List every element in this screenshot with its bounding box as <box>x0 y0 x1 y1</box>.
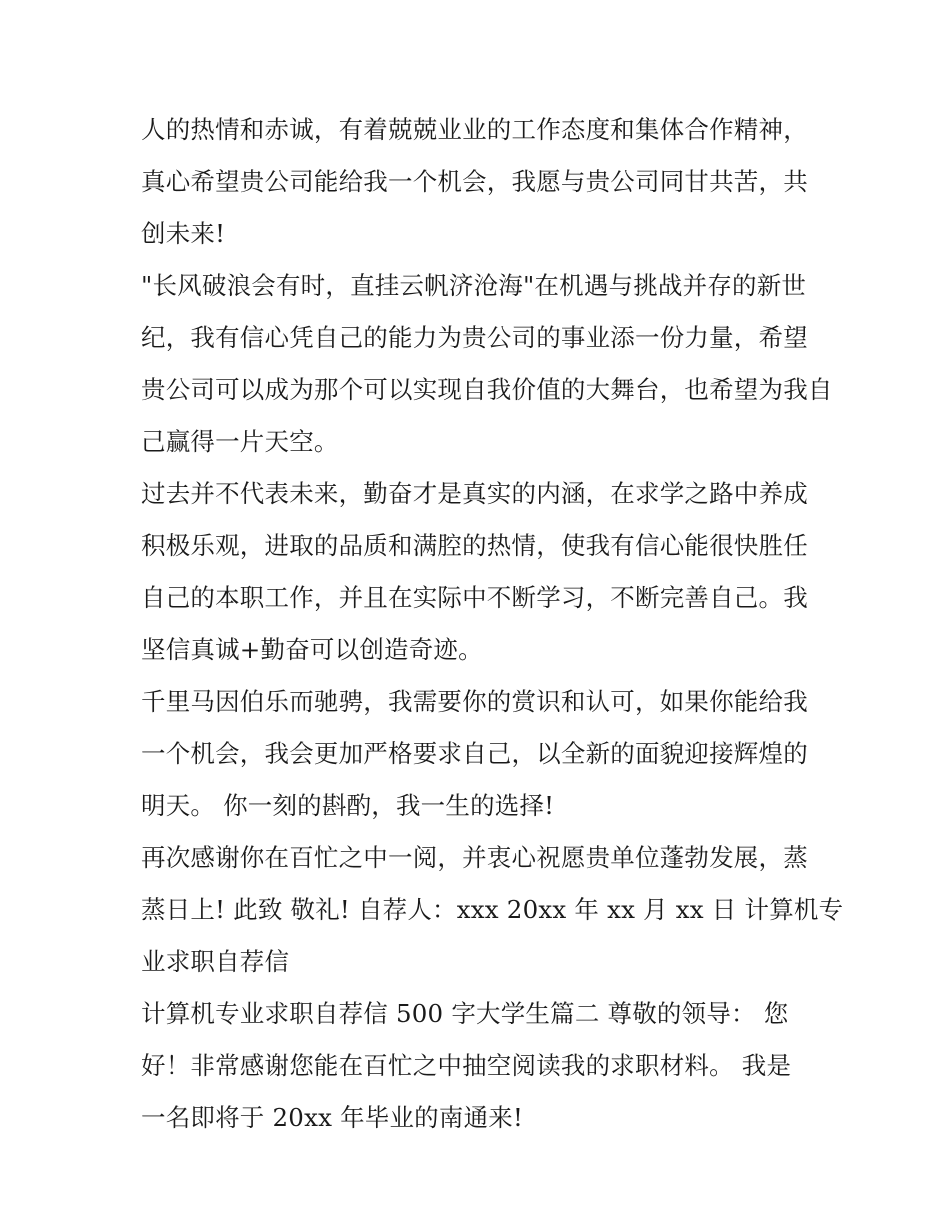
text-line: 一个机会，我会更加严格要求自己，以全新的面貌迎接辉煌的 <box>141 739 808 768</box>
text-line: 创未来! <box>141 219 226 248</box>
text-line: 好！非常感谢您能在百忙之中抽空阅读我的求职材料。 我是 <box>141 1051 792 1080</box>
text-line: 计算机专业求职自荐信 500 字大学生篇二 尊敬的领导： 您 <box>141 999 789 1028</box>
text-line: 过去并不代表未来，勤奋才是真实的内涵，在求学之路中养成 <box>141 479 808 508</box>
text-line: 己赢得一片天空。 <box>141 427 339 456</box>
text-line: 业求职自荐信 <box>141 947 290 976</box>
text-line: 积极乐观，进取的品质和满腔的热情，使我有信心能很快胜任 <box>141 531 808 560</box>
text-line: 纪，我有信心凭自己的能力为贵公司的事业添一份力量，希望 <box>141 323 808 352</box>
text-line: 一名即将于 20xx 年毕业的南通来! <box>141 1103 524 1132</box>
text-line: 自己的本职工作，并且在实际中不断学习，不断完善自己。我 <box>141 583 808 612</box>
text-line: 真心希望贵公司能给我一个机会，我愿与贵公司同甘共苦，共 <box>141 167 808 196</box>
document-body <box>141 104 844 1144</box>
text-line: "长风破浪会有时，直挂云帆济沧海"在机遇与挑战并存的新世 <box>141 271 807 300</box>
text-line: 人的热情和赤诚，有着兢兢业业的工作态度和集体合作精神， <box>141 115 808 144</box>
text-line: 千里马因伯乐而驰骋，我需要你的赏识和认可，如果你能给我 <box>141 687 808 716</box>
text-line: 再次感谢你在百忙之中一阅，并衷心祝愿贵单位蓬勃发展，蒸 <box>141 843 808 872</box>
text-line: 明天。 你一刻的斟酌，我一生的选择! <box>141 791 555 820</box>
text-line: 坚信真诚+勤奋可以创造奇迹。 <box>141 635 483 664</box>
text-line: 蒸日上! 此致 敬礼! 自荐人：xxx 20xx 年 xx 月 xx 日 计算机专 <box>141 895 844 924</box>
text-line: 贵公司可以成为那个可以实现自我价值的大舞台，也希望为我自 <box>141 375 833 404</box>
